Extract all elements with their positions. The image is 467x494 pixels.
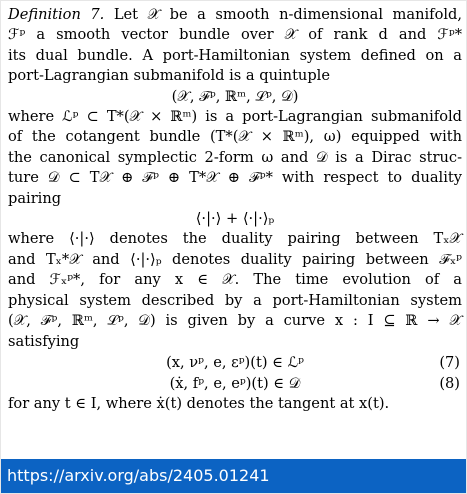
quintuple-display: (𝒳, ℱᵖ, ℝᵐ, ℒᵖ, 𝒟) (171, 87, 299, 105)
definition-text: Let 𝒳 be a smooth n-dimensional manifold, (113, 6, 462, 23)
source-link-bar (1, 459, 466, 493)
equation-7 (8, 352, 462, 373)
definition-line: its dual bundle. A port-Hamiltonian system defined on a (8, 46, 462, 64)
definition-line: physical system described by a port-Hamiltonian system (8, 291, 462, 309)
equation-expression: (ẋ, fᵖ, e, eᵖ)(t) ∈ 𝒟 (169, 374, 301, 392)
definition-line: of the cotangent bundle (T*(𝒳 × ℝᵐ), ω) equipped with (8, 128, 462, 146)
definition-line: port-Lagrangian submanifold is a quintuple (8, 67, 330, 85)
definition-line: pairing (8, 189, 62, 207)
pairing-display: ⟨·|·⟩ + ⟨·|·⟩ₚ (195, 210, 275, 228)
definition-line-1 (8, 5, 462, 25)
definition-line: ture 𝒟 ⊂ T𝒳 ⊕ ℱᵖ ⊕ T*𝒳 ⊕ ℱᵖ* with respect to duality (8, 169, 462, 187)
definition-line: and Tₓ*𝒳 and ⟨·|·⟩ₚ denotes duality pairing between ℱₓᵖ (8, 250, 462, 268)
definition-line: where ℒᵖ ⊂ T*(𝒳 × ℝᵐ) is a port-Lagrangian submanifold (8, 108, 462, 126)
equation-number: (7) (439, 353, 460, 371)
definition-line: the canonical symplectic 2-form ω and 𝒟 is a Dirac struc- (8, 148, 462, 166)
definition-line: satisfying (8, 332, 80, 350)
source-url-link[interactable]: https://arxiv.org/abs/2405.01241 (7, 466, 270, 485)
closing-line: for any t ∈ I, where ẋ(t) denotes the tangent at x(t). (8, 394, 390, 412)
equation-8 (8, 373, 462, 394)
definition-line: and ℱₓᵖ*, for any x ∈ 𝒳. The time evolution of a (8, 271, 462, 289)
definition-line: where ⟨·|·⟩ denotes the duality pairing between Tₓ𝒳 (8, 230, 462, 248)
equation-number: (8) (439, 374, 460, 392)
definition-line: (𝒳, ℱᵖ, ℝᵐ, ℒᵖ, 𝒟) is given by a curve x : I ⊆ ℝ → 𝒳 (8, 312, 462, 330)
definition-line: ℱᵖ a smooth vector bundle over 𝒳 of rank d and ℱᵖ* (8, 26, 462, 44)
equation-expression: (x, νᵖ, e, εᵖ)(t) ∈ ℒᵖ (166, 353, 304, 371)
definition-heading: Definition 7. (8, 6, 105, 23)
definition-block (8, 5, 462, 414)
